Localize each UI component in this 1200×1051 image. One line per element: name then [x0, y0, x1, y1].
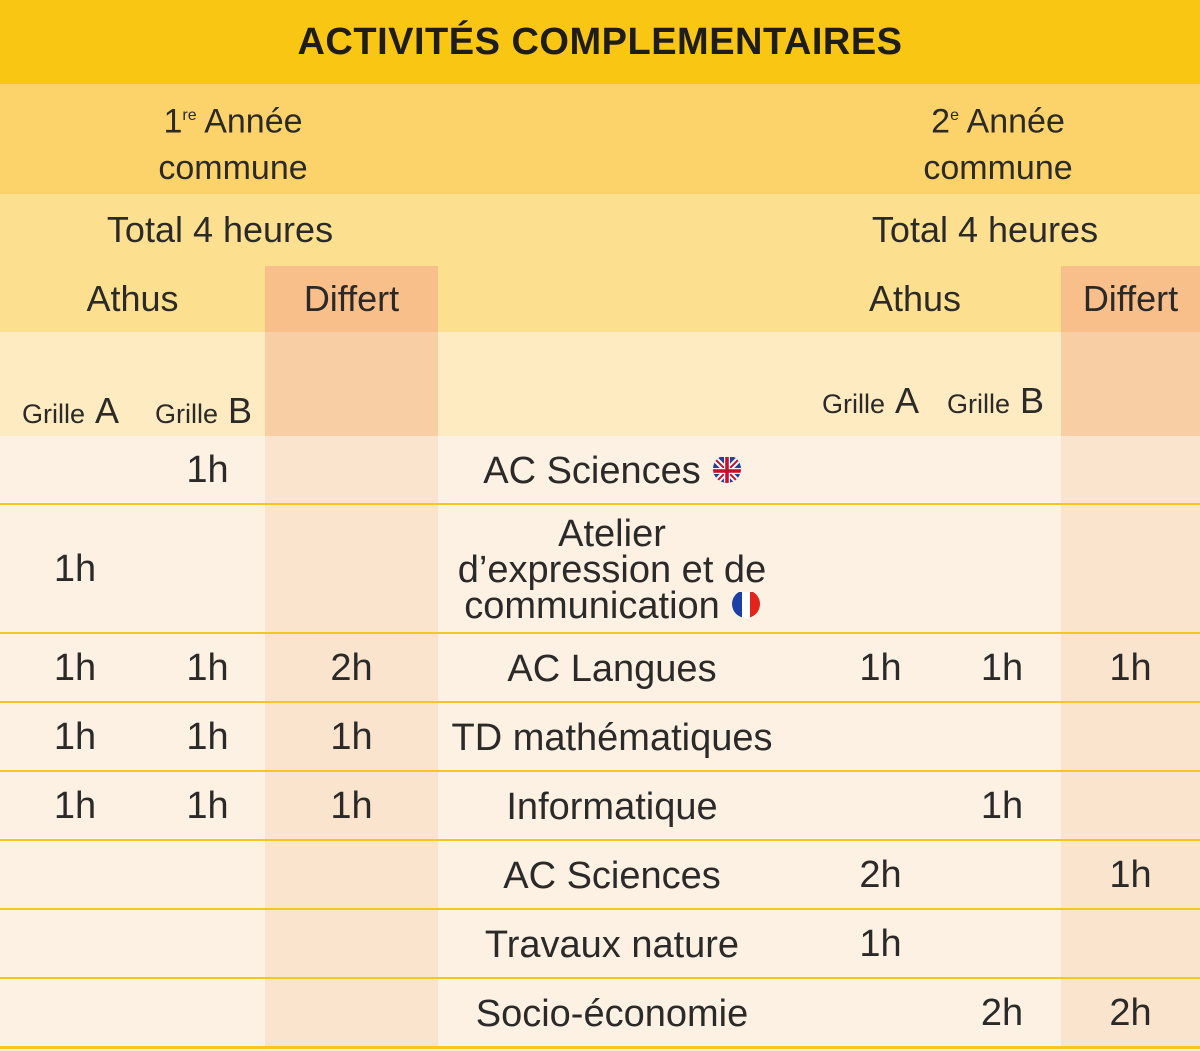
hours-cell-y2b: 1h	[980, 647, 1024, 689]
subject-line	[506, 785, 718, 828]
hours-cell-y1d: 1h	[330, 716, 373, 758]
campus-band	[0, 266, 1200, 332]
subject-cell	[438, 634, 786, 703]
hours-cell-y1d	[265, 505, 438, 634]
hours-cell-y1a	[0, 841, 150, 910]
hours-cell-y2b	[943, 505, 1061, 634]
hours-cell-y2d: 1h	[1109, 854, 1152, 896]
hours-cell-y1a	[0, 979, 150, 1048]
hours-cell-y1b	[150, 979, 265, 1048]
subject-line	[507, 647, 717, 690]
subject-text: AC Langues	[507, 647, 717, 690]
grille-band	[0, 332, 1200, 436]
hours-cell-y1a: 1h	[53, 716, 97, 758]
hours-cell-y2d	[1061, 910, 1200, 979]
hours-cell-y1d: 2h	[330, 647, 373, 689]
subject-text: Socio-économie	[475, 992, 749, 1035]
hours-cell-y2b	[943, 436, 1061, 505]
year1-header	[0, 94, 466, 190]
subject-cell	[438, 436, 786, 505]
hours-cell-y2d	[1061, 772, 1200, 841]
hours-cell-y1a	[0, 436, 150, 505]
hours-cell-y2a	[818, 436, 943, 505]
hours-cell-y2d	[1061, 505, 1200, 634]
year1-number: 1	[163, 102, 183, 141]
subject-text: Atelier	[558, 512, 666, 555]
year2-header	[820, 94, 1176, 190]
hours-cell-y2a	[818, 979, 943, 1048]
hours-cell-y1d: 1h	[330, 785, 373, 827]
hours-cell-y2a: 2h	[859, 854, 902, 896]
year1-suffix: re	[182, 107, 197, 125]
subject-line	[558, 512, 666, 555]
hours-cell-y1b: 1h	[186, 449, 229, 491]
subject-text: d’expression et de	[457, 548, 767, 591]
year1-differt-grille-cell	[265, 332, 438, 436]
row-separator	[0, 1046, 1200, 1049]
hours-cell-y1b	[150, 505, 265, 634]
france-flag-icon	[732, 590, 760, 618]
hours-cell-y1b	[150, 910, 265, 979]
hours-cell-y2a	[818, 703, 943, 772]
hours-cell-y2d	[1061, 703, 1200, 772]
year2-suffix: e	[950, 107, 959, 125]
title-text: ACTIVITÉS COMPLEMENTAIRES	[297, 20, 903, 63]
hours-cell-y1b: 1h	[186, 785, 229, 827]
subject-text: Informatique	[506, 785, 718, 828]
subject-cell	[438, 703, 786, 772]
year2-grille-b: Grille B	[947, 380, 1045, 421]
subject-line	[451, 716, 773, 759]
subject-line	[503, 854, 721, 897]
year1-athus: Athus	[86, 278, 179, 319]
hours-cell-y2a	[818, 772, 943, 841]
hours-cell-y2a: 1h	[859, 923, 902, 965]
hours-cell-y2b	[943, 910, 1061, 979]
table-title	[0, 0, 1200, 84]
hours-cell-y2d: 2h	[1109, 992, 1152, 1034]
hours-cell-y1d	[265, 910, 438, 979]
subject-line	[484, 923, 740, 966]
hours-cell-y1b	[150, 841, 265, 910]
hours-cell-y2b	[943, 703, 1061, 772]
subject-line	[483, 449, 741, 492]
subject-text: TD mathématiques	[451, 716, 773, 759]
year1-grille-b: Grille B	[155, 390, 253, 431]
hours-cell-y1d	[265, 979, 438, 1048]
hours-cell-y2a: 1h	[859, 647, 902, 689]
hours-cell-y2b: 1h	[980, 785, 1024, 827]
hours-cell-y2d	[1061, 436, 1200, 505]
year2-total: Total 4 heures	[871, 209, 1099, 250]
year1-annee: Année	[196, 102, 303, 141]
year2-number: 2	[931, 102, 951, 141]
year2-annee: Année	[958, 102, 1065, 141]
year2-differt-grille-cell	[1061, 332, 1200, 436]
year1-total: Total 4 heures	[106, 209, 334, 250]
subject-cell	[438, 841, 786, 910]
subject-line	[475, 992, 749, 1035]
hours-cell-y2b: 2h	[980, 992, 1024, 1034]
subject-cell	[438, 772, 786, 841]
year1-grille-a: Grille A	[22, 390, 120, 431]
uk-flag-icon	[713, 455, 741, 483]
year1-differt: Differt	[265, 266, 438, 332]
hours-cell-y2d: 1h	[1109, 647, 1152, 689]
hours-cell-y1a: 1h	[53, 785, 97, 827]
subject-cell	[438, 979, 786, 1048]
subject-text: communication	[464, 584, 720, 627]
year-header-band	[0, 84, 1200, 194]
year2-differt: Differt	[1061, 266, 1200, 332]
year2-commune: commune	[923, 148, 1073, 187]
hours-cell-y1d	[265, 841, 438, 910]
year2-grille-a: Grille A	[822, 380, 920, 421]
hours-cell-y2b	[943, 841, 1061, 910]
total-band	[0, 194, 1200, 266]
hours-cell-y1a	[0, 910, 150, 979]
hours-cell-y1a: 1h	[53, 548, 97, 590]
year2-athus: Athus	[868, 278, 962, 319]
subject-text: AC Sciences	[483, 449, 701, 492]
hours-cell-y1a: 1h	[53, 647, 97, 689]
subject-cell	[438, 505, 786, 634]
subject-text: Travaux nature	[484, 923, 740, 966]
subject-line	[457, 548, 767, 591]
hours-cell-y2a	[818, 505, 943, 634]
hours-cell-y1b: 1h	[186, 716, 229, 758]
subject-line	[464, 584, 760, 627]
hours-cell-y1d	[265, 436, 438, 505]
hours-cell-y1b: 1h	[186, 647, 229, 689]
subject-cell	[438, 910, 786, 979]
subject-text: AC Sciences	[503, 854, 721, 897]
year1-commune: commune	[158, 148, 308, 187]
